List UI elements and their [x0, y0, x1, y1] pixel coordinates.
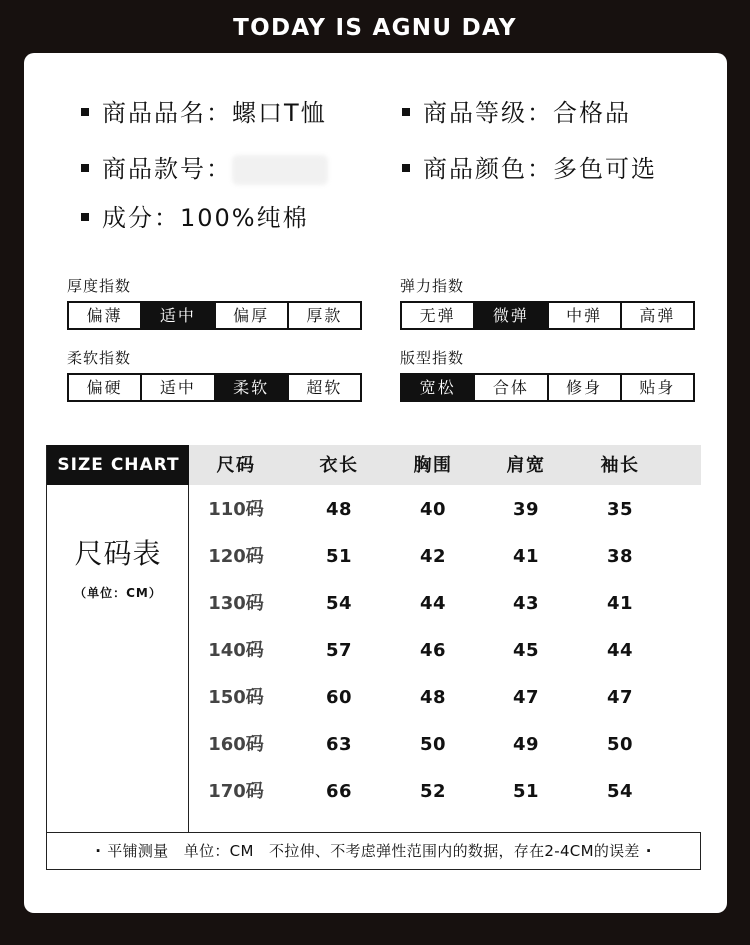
elasticity-option: 无弹 — [402, 303, 475, 328]
thickness-option: 厚款 — [289, 303, 360, 328]
measurement-note-text: 平铺测量 单位：CM 不拉伸、不考虑弹性范围内的数据，存在2-4CM的误差 — [107, 842, 640, 860]
table-cell-length: 54 — [325, 593, 353, 614]
size-chart-sidebar — [46, 445, 189, 832]
elasticity-index-row — [400, 301, 695, 330]
size-chart-tag: SIZE CHART — [47, 445, 190, 485]
note-dot-icon: · — [95, 842, 102, 860]
table-cell-shoulder: 51 — [512, 781, 540, 802]
softness-index — [67, 349, 362, 402]
table-cell-sleeve: 50 — [606, 734, 634, 755]
elasticity-index — [400, 277, 695, 330]
table-cell-chest: 44 — [419, 593, 447, 614]
softness-index-label: 柔软指数 — [67, 349, 132, 367]
table-cell-size: 120码 — [208, 546, 264, 567]
banner-title: TODAY IS AGNU DAY — [233, 15, 517, 41]
chest-column-header: 胸围 — [413, 455, 453, 476]
square-bullet-icon — [402, 108, 410, 116]
fit-option: 修身 — [549, 375, 622, 400]
table-cell-shoulder: 49 — [512, 734, 540, 755]
thickness-option: 偏薄 — [69, 303, 142, 328]
table-cell-chest: 50 — [419, 734, 447, 755]
elasticity-option: 高弹 — [622, 303, 693, 328]
thickness-option: 偏厚 — [216, 303, 289, 328]
table-cell-size: 160码 — [208, 734, 264, 755]
fit-index-row — [400, 373, 695, 402]
thickness-option-active: 适中 — [142, 303, 215, 328]
table-cell-length: 57 — [325, 640, 353, 661]
table-cell-size: 110码 — [208, 499, 264, 520]
size-table — [189, 445, 701, 832]
product-style-label: 商品款号： — [102, 155, 232, 183]
product-composition-item — [81, 203, 309, 233]
thickness-index-label: 厚度指数 — [67, 277, 132, 295]
table-cell-sleeve: 54 — [606, 781, 634, 802]
fit-index-label: 版型指数 — [400, 349, 465, 367]
softness-index-row — [67, 373, 362, 402]
elasticity-option-active: 微弹 — [475, 303, 548, 328]
table-cell-shoulder: 39 — [512, 499, 540, 520]
product-color-item — [402, 154, 657, 184]
table-cell-chest: 42 — [419, 546, 447, 567]
table-cell-chest: 46 — [419, 640, 447, 661]
table-cell-shoulder: 47 — [512, 687, 540, 708]
table-cell-shoulder: 45 — [512, 640, 540, 661]
table-cell-size: 150码 — [208, 687, 264, 708]
product-name-item — [81, 98, 327, 128]
elasticity-index-label: 弹力指数 — [400, 277, 465, 295]
product-composition-text: 成分：100%纯棉 — [102, 204, 309, 232]
product-info-card — [24, 53, 727, 913]
table-cell-chest: 40 — [419, 499, 447, 520]
table-cell-chest: 52 — [419, 781, 447, 802]
table-cell-length: 66 — [325, 781, 353, 802]
product-grade-text: 商品等级：合格品 — [423, 99, 631, 127]
table-cell-length: 48 — [325, 499, 353, 520]
fit-option-active: 宽松 — [402, 375, 475, 400]
softness-option-active: 柔软 — [216, 375, 289, 400]
table-cell-chest: 48 — [419, 687, 447, 708]
fit-index — [400, 349, 695, 402]
square-bullet-icon — [81, 164, 89, 172]
length-column-header: 衣长 — [319, 455, 359, 476]
size-chart-section — [46, 445, 702, 871]
table-cell-length: 51 — [325, 546, 353, 567]
product-color-text: 商品颜色：多色可选 — [423, 155, 657, 183]
fit-option: 贴身 — [622, 375, 693, 400]
note-dot-icon: · — [645, 842, 652, 860]
thickness-index — [67, 277, 362, 330]
size-column-header: 尺码 — [216, 455, 256, 476]
table-cell-sleeve: 41 — [606, 593, 634, 614]
product-style-item — [81, 154, 328, 185]
sleeve-column-header: 袖长 — [600, 455, 640, 476]
table-cell-length: 60 — [325, 687, 353, 708]
table-cell-size: 130码 — [208, 593, 264, 614]
table-cell-shoulder: 43 — [512, 593, 540, 614]
thickness-index-row — [67, 301, 362, 330]
softness-option: 偏硬 — [69, 375, 142, 400]
table-cell-shoulder: 41 — [512, 546, 540, 567]
square-bullet-icon — [81, 213, 89, 221]
size-chart-title: 尺码表 — [74, 537, 162, 570]
size-chart-unit: （单位：CM） — [74, 586, 162, 600]
softness-option: 超软 — [289, 375, 360, 400]
elasticity-option: 中弹 — [549, 303, 622, 328]
product-name-text: 商品品名：螺口T恤 — [102, 99, 327, 127]
fit-option: 合体 — [475, 375, 548, 400]
softness-option: 适中 — [142, 375, 215, 400]
blurred-style-number — [232, 155, 328, 185]
table-cell-size: 140码 — [208, 640, 264, 661]
table-cell-sleeve: 38 — [606, 546, 634, 567]
table-cell-length: 63 — [325, 734, 353, 755]
measurement-note — [46, 832, 701, 870]
table-cell-sleeve: 35 — [606, 499, 634, 520]
square-bullet-icon — [402, 164, 410, 172]
table-cell-sleeve: 44 — [606, 640, 634, 661]
shoulder-column-header: 肩宽 — [506, 455, 546, 476]
table-cell-size: 170码 — [208, 781, 264, 802]
square-bullet-icon — [81, 108, 89, 116]
product-grade-item — [402, 98, 631, 128]
table-cell-sleeve: 47 — [606, 687, 634, 708]
